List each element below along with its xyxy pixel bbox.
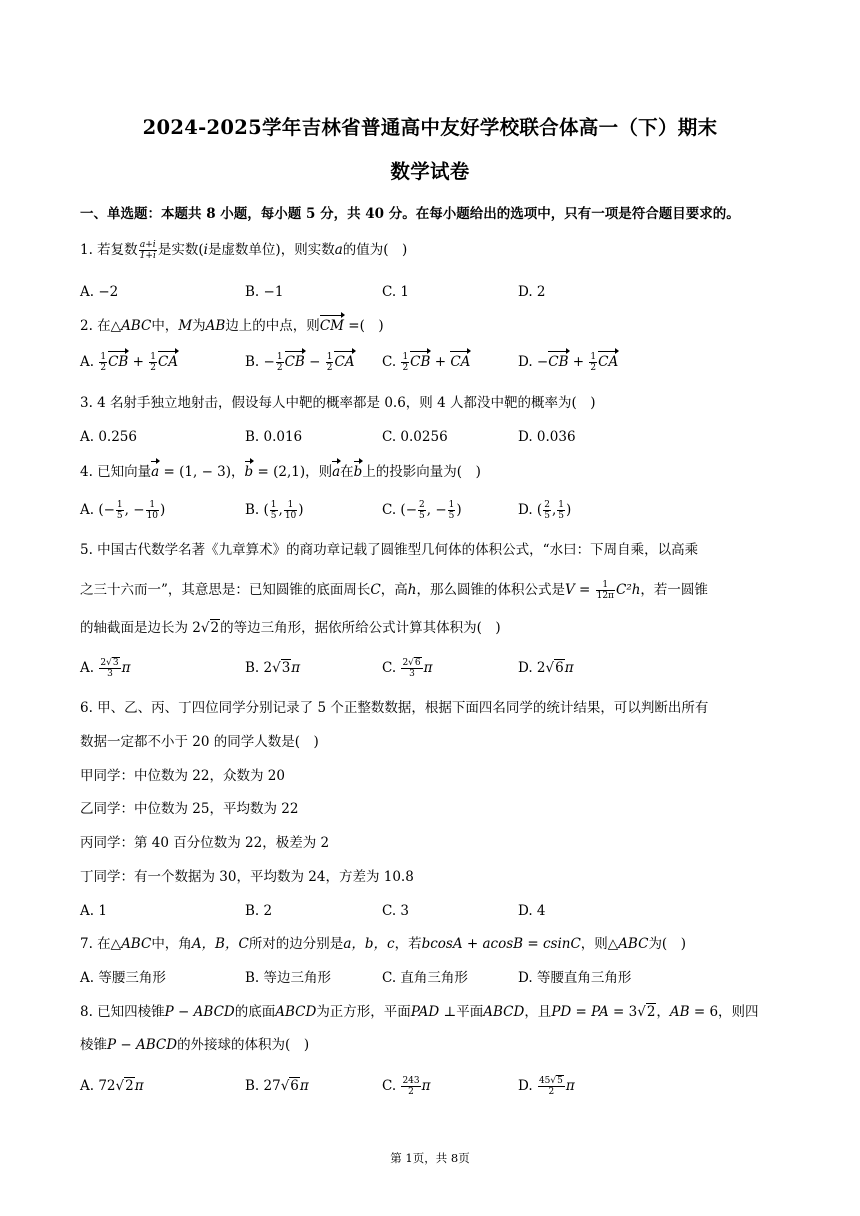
q7-option-d[interactable]: D. 等腰直角三角形: [518, 970, 632, 986]
q2-option-c[interactable]: C. $\frac{1}{2}$ CB + CA: [382, 352, 471, 373]
page-footer: 第 1页，共 8页: [390, 1151, 470, 1165]
q6-option-c[interactable]: C. 3: [382, 903, 410, 919]
q3-option-b[interactable]: B. 0.016: [245, 429, 303, 445]
question-8-line-1: 8. 已知四棱锥P − ABCD的底面ABCD为正方形，平面PAD ⊥平面ABCD，且PD = PA = 3√2，AB = 6，则四: [80, 1004, 759, 1020]
question-5-line-1: 5. 中国古代数学名著《九章算术》的商功章记载了圆锥型几何体的体积公式，“水曰：下周自乘，以高乘: [80, 542, 699, 558]
question-6-line-2: 数据一定都不小于 20 的同学人数是( ): [80, 734, 319, 750]
q1-text-pre: 1. 若复数: [80, 242, 138, 258]
q6-statement-ding: 丁同学：有一个数据为 30，平均数为 24，方差为 10.8: [80, 869, 414, 885]
exam-title-line1: 2024-2025学年吉林省普通高中友好学校联合体高一（下）期末: [142, 116, 718, 139]
question-7: 7. 在△ABC中，角A，B，C所对的边分别是a，b，c，若bcosA + acosB = csinC，则△ABC为( ): [80, 936, 686, 952]
q8-option-b[interactable]: B. 27√6π: [245, 1078, 309, 1094]
q6-option-a[interactable]: A. 1: [80, 903, 107, 919]
exam-title-line2: 数学试卷: [390, 160, 470, 183]
q1-option-c[interactable]: C. 1: [382, 284, 410, 300]
question-2: 2. 在△ABC中，M为AB边上的中点，则CM =( ): [80, 318, 384, 334]
section-heading-single-choice: 一、单选题：本题共 8 小题，每小题 5 分，共 40 分。在每小题给出的选项中，只有一项是符合题目要求的。: [80, 206, 740, 222]
question-8-line-2: 棱锥P − ABCD的外接球的体积为( ): [80, 1037, 310, 1053]
question-4: 4. 已知向量a = (1, − 3)，b = (2,1)，则a在b上的投影向量为( ): [80, 464, 481, 480]
q2-option-a[interactable]: A. $\frac{1}{2}$ CB + $\frac{1}{2}$ CA: [80, 352, 179, 373]
q8-option-d[interactable]: D. $\frac{45√5}{2}$ π: [518, 1076, 575, 1097]
q6-statement-jia: 甲同学：中位数为 22，众数为 20: [80, 768, 285, 784]
q4-option-d[interactable]: D. ( $\frac{2}{5}$ , $\frac{1}{5}$ ): [518, 500, 572, 521]
q1-option-a[interactable]: A. −2: [80, 284, 119, 300]
question-1: 1. 若复数 $\frac{a+i}{1+i}$ 是实数(i是虚数单位)，则实数a的值为( ): [80, 240, 408, 261]
q3-option-d[interactable]: D. 0.036: [518, 429, 576, 445]
q5-option-b[interactable]: B. 2√3π: [245, 660, 301, 676]
q1-option-d[interactable]: D. 2: [518, 284, 546, 300]
q5-option-d[interactable]: D. 2√6π: [518, 660, 574, 676]
question-6-line-1: 6. 甲、乙、丙、丁四位同学分别记录了 5 个正整数数据，根据下面四名同学的统计结果，可以判断出所有: [80, 700, 709, 716]
question-5-line-2: 之三十六而一”，其意思是：已知圆锥的底面周长C，高h，那么圆锥的体积公式是V = $\frac{1}{12\pi}$ C²h，若一圆锥: [80, 580, 708, 601]
q7-option-c[interactable]: C. 直角三角形: [382, 970, 468, 986]
q3-option-c[interactable]: C. 0.0256: [382, 429, 448, 445]
question-3: 3. 4 名射手独立地射击，假设每人中靶的概率都是 0.6，则 4 人都没中靶的概率为( ): [80, 395, 596, 411]
q4-option-a[interactable]: A. (− $\frac{1}{5}$ , − $\frac{1}{10}$ ): [80, 500, 166, 521]
q4-option-b[interactable]: B. ( $\frac{1}{5}$ , $\frac{1}{10}$ ): [245, 500, 304, 521]
q6-statement-yi: 乙同学：中位数为 25，平均数为 22: [80, 801, 299, 817]
q6-option-d[interactable]: D. 4: [518, 903, 546, 919]
q1-fraction: $\frac{a+i}{1+i}$: [139, 240, 156, 261]
q7-option-b[interactable]: B. 等边三角形: [245, 970, 332, 986]
q5-option-a[interactable]: A. $\frac{2√3}{3}$ π: [80, 658, 131, 679]
question-5-line-3: 的轴截面是边长为 2√2的等边三角形，据依所给公式计算其体积为( ): [80, 620, 501, 636]
q7-option-a[interactable]: A. 等腰三角形: [80, 970, 166, 986]
q6-option-b[interactable]: B. 2: [245, 903, 273, 919]
q6-statement-bing: 丙同学：第 40 百分位数为 22，极差为 2: [80, 835, 330, 851]
q8-option-c[interactable]: C. $\frac{243}{2}$ π: [382, 1076, 431, 1097]
q1-option-b[interactable]: B. −1: [245, 284, 284, 300]
q3-option-a[interactable]: A. 0.256: [80, 429, 137, 445]
q5-option-c[interactable]: C. $\frac{2√6}{3}$ π: [382, 658, 433, 679]
q2-option-b[interactable]: B. − $\frac{1}{2}$ CB − $\frac{1}{2}$ CA: [245, 352, 355, 373]
q2-option-d[interactable]: D. −CB + $\frac{1}{2}$ CA: [518, 352, 619, 373]
q8-option-a[interactable]: A. 72√2π: [80, 1078, 144, 1094]
q4-option-c[interactable]: C. (− $\frac{2}{5}$ , − $\frac{1}{5}$ ): [382, 500, 462, 521]
